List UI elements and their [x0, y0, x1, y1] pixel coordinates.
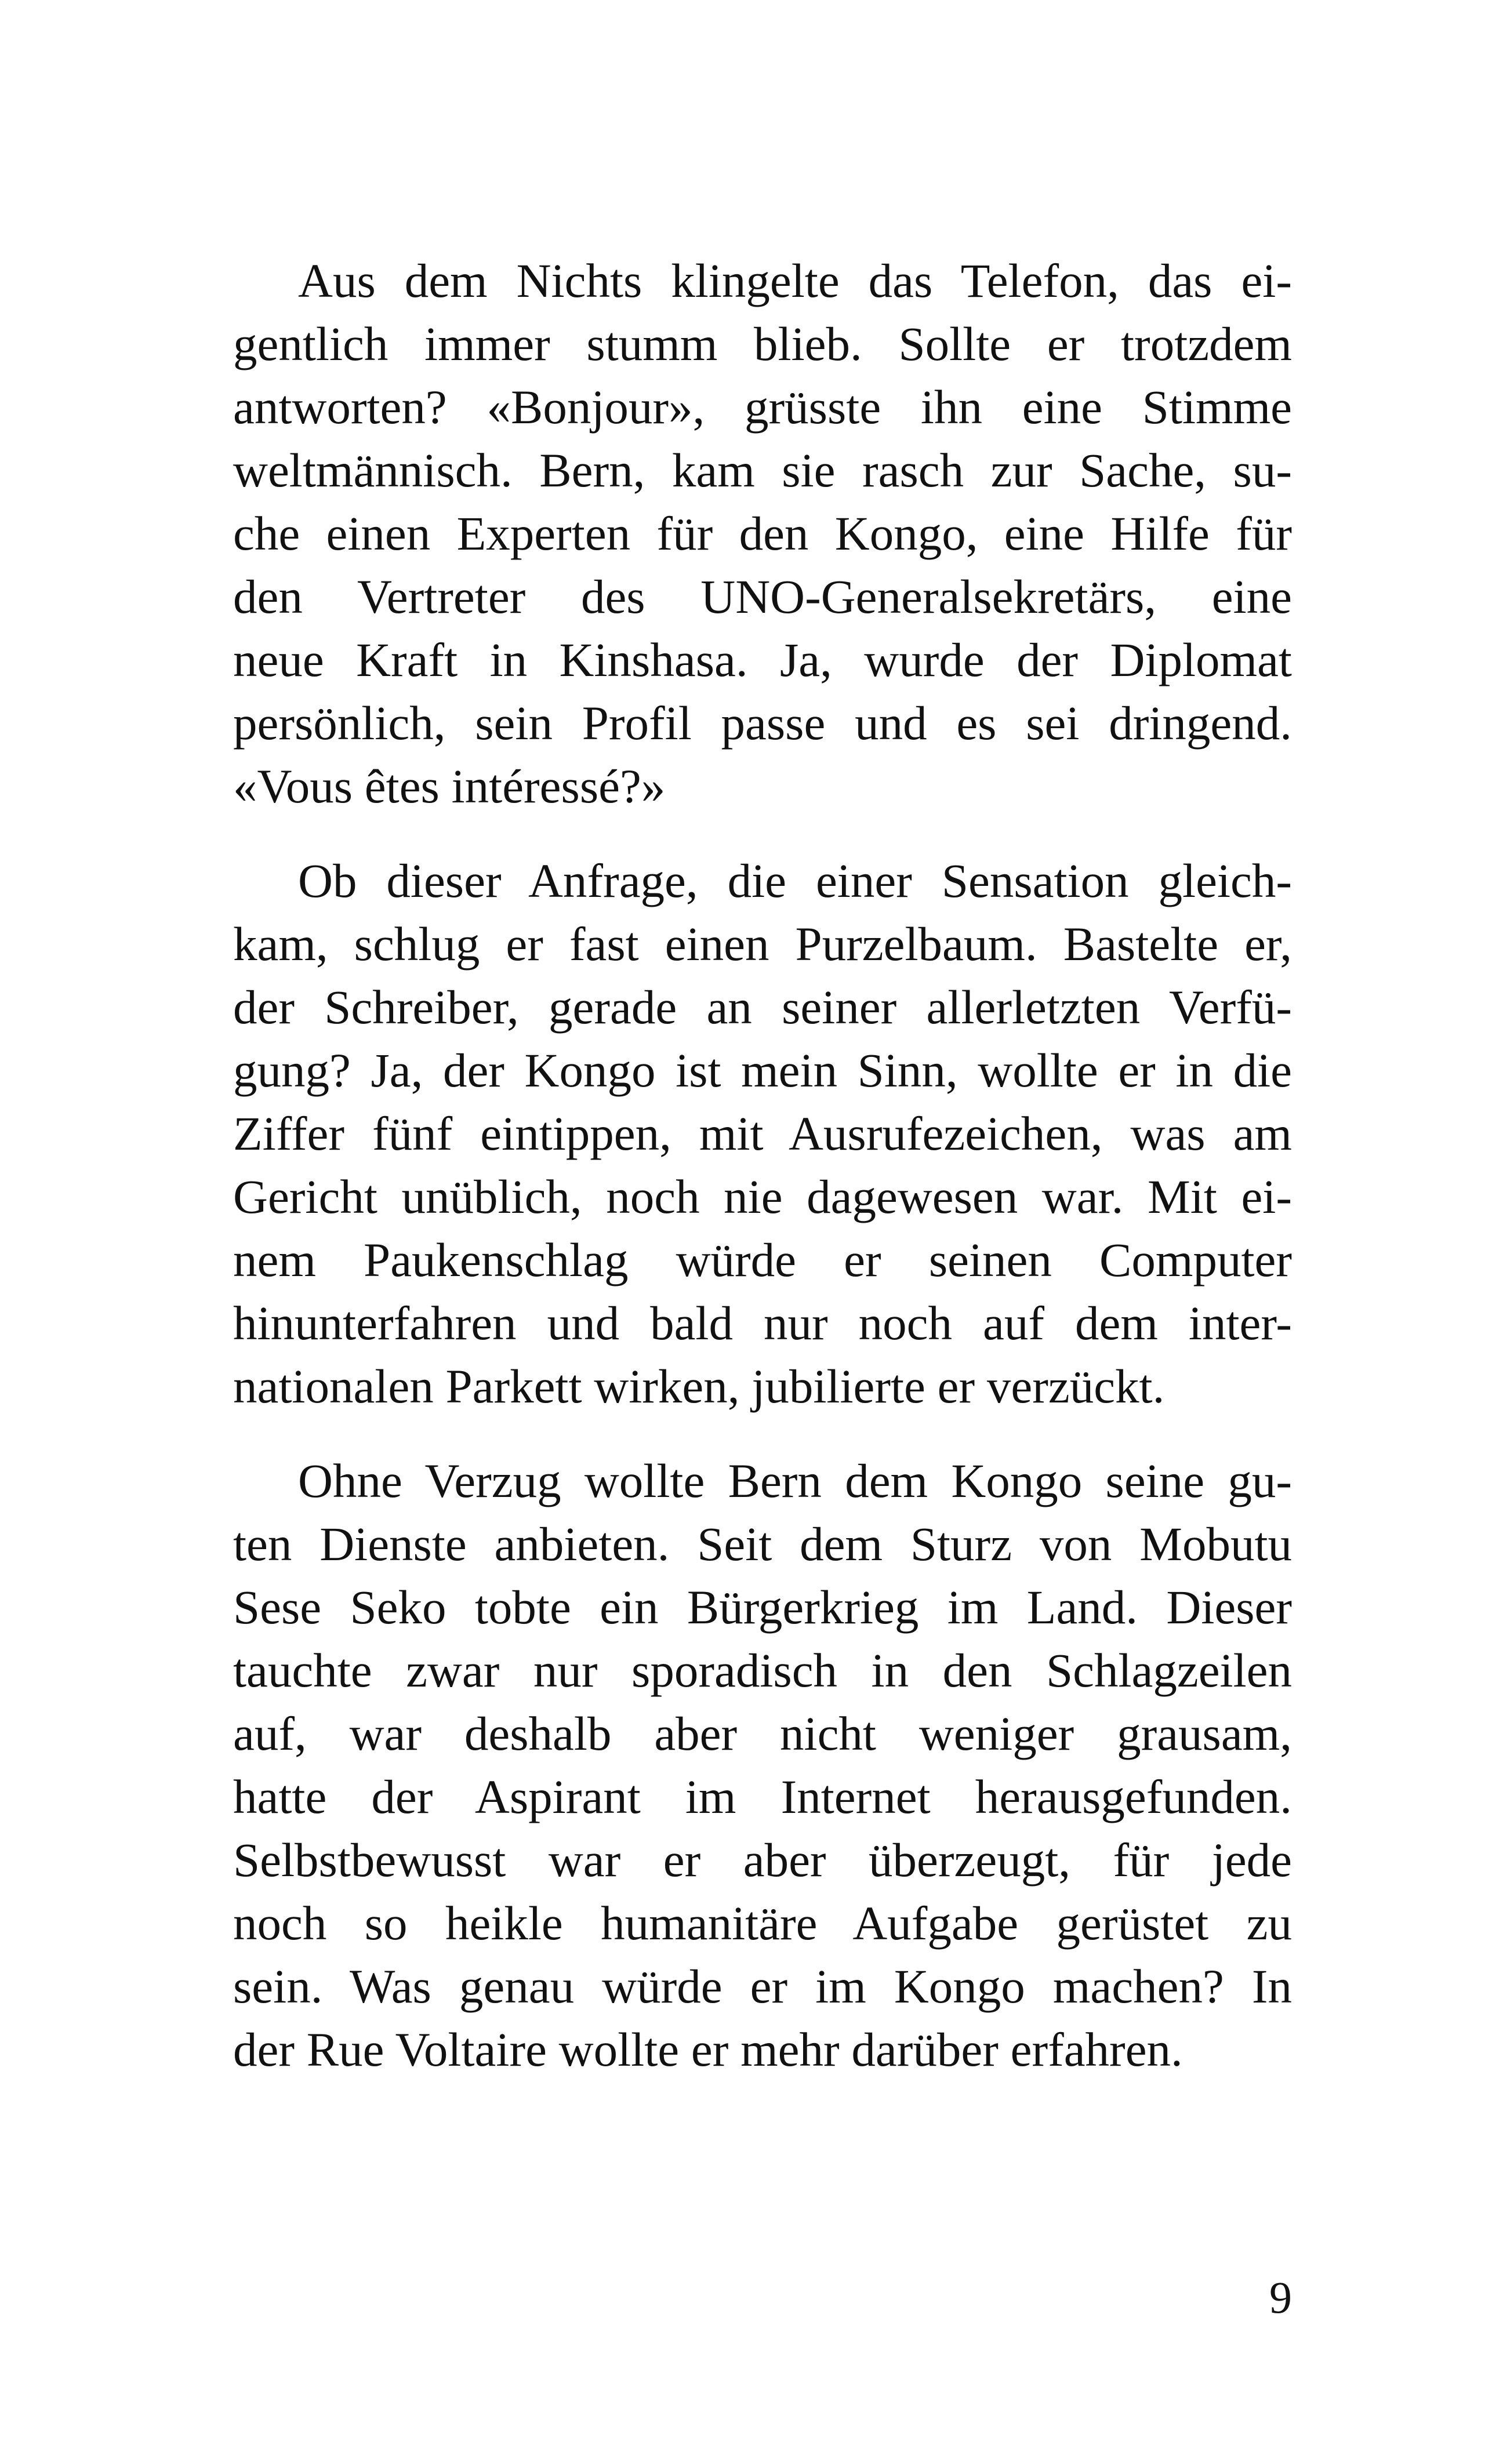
- text-line: nem Paukenschlag würde er seinen Computer: [233, 1233, 1292, 1286]
- text-line: Selbstbewusst war er aber überzeugt, für jede: [233, 1833, 1292, 1887]
- text-line: hatte der Aspirant im Internet herausgefunden.: [233, 1770, 1292, 1823]
- text-line: den Vertreter des UNO-Generalsekretärs, eine: [233, 570, 1292, 623]
- text-line: sein. Was genau würde er im Kongo machen? In: [233, 1960, 1292, 2013]
- text-line: neue Kraft in Kinshasa. Ja, wurde der Diplomat: [233, 633, 1292, 686]
- text-line: Ziffer fünf eintippen, mit Ausrufezeichen, was am: [233, 1107, 1292, 1160]
- text-line: der Schreiber, gerade an seiner allerletzten Verfü-: [233, 980, 1292, 1034]
- text-line: Aus dem Nichts klingelte das Telefon, das ei-: [298, 254, 1292, 307]
- paragraph-1: [233, 249, 1292, 818]
- text-line: nationalen Parkett wirken, jubilierte er verzückt.: [233, 1360, 1165, 1413]
- text-line: kam, schlug er fast einen Purzelbaum. Bastelte er,: [233, 917, 1292, 971]
- paragraph-2: [233, 849, 1292, 1418]
- page-number: 9: [1269, 2272, 1292, 2323]
- text-line: che einen Experten für den Kongo, eine Hilfe für: [233, 507, 1292, 560]
- text-line: Ohne Verzug wollte Bern dem Kongo seine gu-: [298, 1454, 1292, 1507]
- text-line: auf, war deshalb aber nicht weniger grausam,: [233, 1707, 1292, 1760]
- text-line: der Rue Voltaire wollte er mehr darüber erfahren.: [233, 2023, 1183, 2076]
- text-line: noch so heikle humanitäre Aufgabe gerüstet zu: [233, 1896, 1292, 1950]
- text-line: ten Dienste anbieten. Seit dem Sturz von Mobutu: [233, 1517, 1292, 1571]
- text-line: Gericht unüblich, noch nie dagewesen war. Mit ei-: [233, 1170, 1292, 1223]
- text-line: tauchte zwar nur sporadisch in den Schlagzeilen: [233, 1644, 1292, 1697]
- text-line: weltmännisch. Bern, kam sie rasch zur Sache, su-: [233, 444, 1292, 497]
- text-line: Sese Seko tobte ein Bürgerkrieg im Land. Dieser: [233, 1580, 1292, 1634]
- text-line: gung? Ja, der Kongo ist mein Sinn, wollte er in die: [233, 1044, 1292, 1097]
- paragraph-3: [233, 1449, 1292, 2081]
- text-line: «Vous êtes intéressé?»: [233, 759, 666, 813]
- text-line: gentlich immer stumm blieb. Sollte er trotzdem: [233, 317, 1292, 370]
- text-line: antworten? «Bonjour», grüsste ihn eine Stimme: [233, 380, 1292, 434]
- text-line: hinunterfahren und bald nur noch auf dem inter-: [233, 1296, 1292, 1350]
- body-text: [233, 249, 1292, 2113]
- text-line: persönlich, sein Profil passe und es sei dringend.: [233, 696, 1292, 750]
- text-line: Ob dieser Anfrage, die einer Sensation gleich-: [298, 854, 1292, 907]
